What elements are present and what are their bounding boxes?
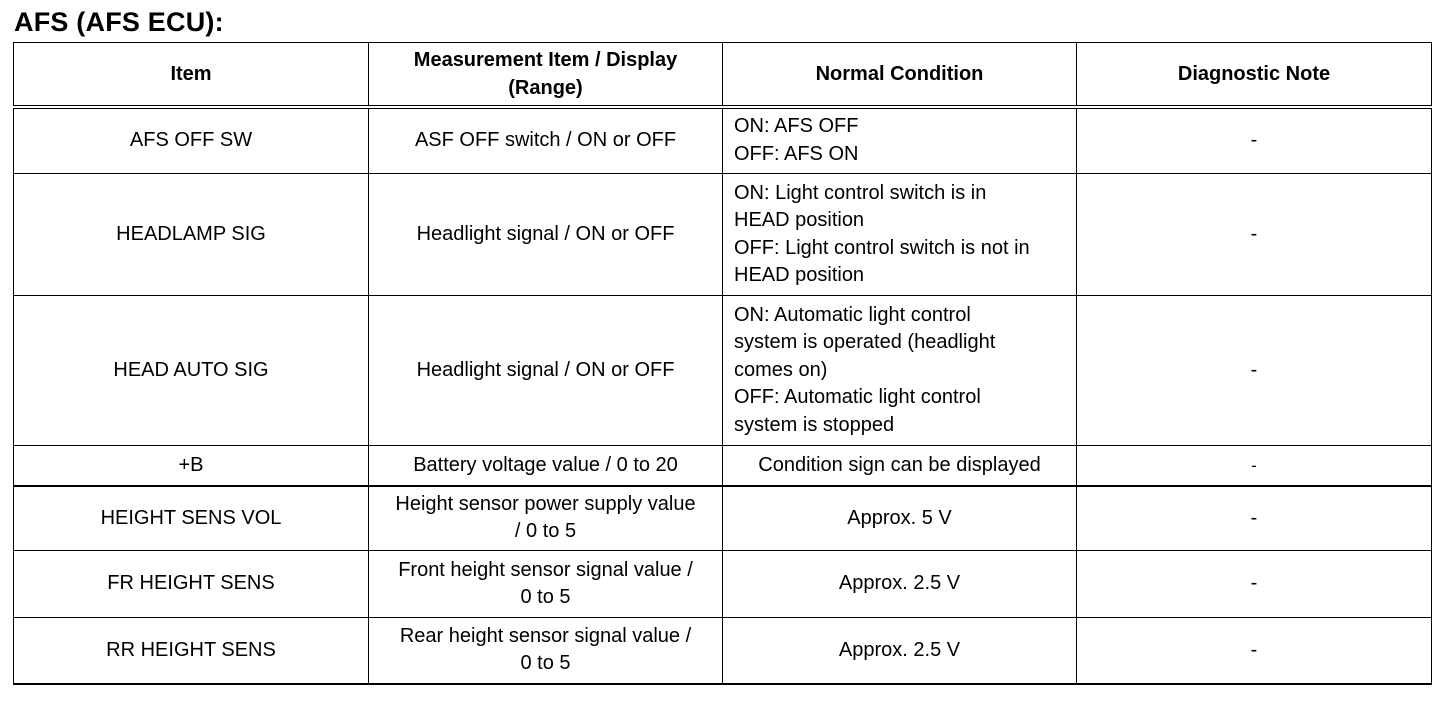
cell-item: +B <box>14 446 369 486</box>
cell-diagnostic-note <box>1077 551 1432 618</box>
table-row <box>14 486 1432 551</box>
cell-diagnostic-note <box>1077 618 1432 684</box>
cell-diagnostic-note <box>1077 446 1432 486</box>
diagnostic-note: - <box>1250 129 1258 151</box>
cell-normal-line: HEAD position <box>734 209 865 231</box>
diagnostic-note: - <box>1251 455 1257 475</box>
cell-normal-line: ON: Light control switch is in <box>734 181 987 204</box>
cell-normal-line: Approx. 2.5 V <box>838 638 961 661</box>
cell-item: AFS OFF SW <box>14 107 369 174</box>
cell-measurement <box>369 446 723 486</box>
cell-normal-line: Approx. 5 V <box>847 506 952 529</box>
page-title: AFS (AFS ECU): <box>14 7 224 37</box>
table-body <box>14 107 1432 684</box>
table-row <box>14 174 1432 296</box>
cell-item: HEAD AUTO SIG <box>14 296 369 446</box>
header-normal-condition: Normal Condition <box>723 43 1077 107</box>
header-item: Item <box>14 43 369 107</box>
header-measurement-range: (Range) <box>508 76 583 99</box>
cell-measurement-line: Rear height sensor signal value / <box>399 624 692 647</box>
cell-normal-line: OFF: AFS ON <box>734 142 859 165</box>
cell-normal-line: system is stopped <box>734 413 895 436</box>
data-table <box>13 42 1432 685</box>
cell-measurement-line: Headlight signal / ON or OFF <box>416 358 675 381</box>
cell-normal-line: comes on) <box>734 358 828 381</box>
cell-normal-condition <box>723 446 1077 486</box>
cell-measurement <box>369 618 723 684</box>
cell-normal-line: OFF: Automatic light control <box>734 386 981 409</box>
cell-item: HEADLAMP SIG <box>14 174 369 296</box>
cell-item: HEIGHT SENS VOL <box>14 486 369 551</box>
header-measurement <box>369 43 723 107</box>
header-row <box>14 43 1432 107</box>
cell-measurement-line: Front height sensor signal value / <box>398 558 693 581</box>
cell-measurement-line: / 0 to 5 <box>514 520 577 543</box>
table-row <box>14 551 1432 618</box>
cell-normal-condition <box>723 107 1077 174</box>
cell-measurement-line: 0 to 5 <box>520 586 571 608</box>
cell-normal-line: HEAD position <box>734 264 865 286</box>
cell-measurement-line: ASF OFF switch / ON or OFF <box>414 129 677 151</box>
table-row <box>14 296 1432 446</box>
diagnostic-note: - <box>1250 222 1258 245</box>
cell-normal-line: ON: AFS OFF <box>734 115 859 138</box>
cell-normal-condition <box>723 486 1077 551</box>
table-row <box>14 107 1432 174</box>
cell-measurement <box>369 486 723 551</box>
cell-diagnostic-note <box>1077 174 1432 296</box>
diagnostic-note: - <box>1250 358 1258 381</box>
cell-item: RR HEIGHT SENS <box>14 618 369 684</box>
cell-normal-line: Condition sign can be displayed <box>758 453 1041 476</box>
cell-measurement-line: 0 to 5 <box>520 652 571 675</box>
cell-measurement <box>369 107 723 174</box>
table-row <box>14 618 1432 684</box>
cell-measurement <box>369 551 723 618</box>
cell-measurement-line: Headlight signal / ON or OFF <box>416 222 675 245</box>
header-measurement-line: Measurement Item / Display <box>413 48 678 71</box>
table-row <box>14 446 1432 486</box>
cell-measurement <box>369 174 723 296</box>
diagnostic-note: - <box>1250 638 1258 661</box>
header-diagnostic-note: Diagnostic Note <box>1077 43 1432 107</box>
cell-diagnostic-note <box>1077 296 1432 446</box>
diagnostic-note: - <box>1250 572 1258 595</box>
cell-normal-condition <box>723 296 1077 446</box>
cell-normal-line: Approx. 2.5 V <box>838 572 961 595</box>
cell-measurement <box>369 296 723 446</box>
cell-measurement-line: Battery voltage value / 0 to 20 <box>413 453 678 476</box>
cell-item: FR HEIGHT SENS <box>14 551 369 618</box>
cell-measurement-line: Height sensor power supply value <box>395 492 696 515</box>
cell-diagnostic-note <box>1077 107 1432 174</box>
cell-normal-line: system is operated (headlight <box>734 331 996 354</box>
cell-normal-condition <box>723 618 1077 684</box>
cell-normal-condition <box>723 551 1077 618</box>
cell-normal-line: ON: Automatic light control <box>734 303 971 326</box>
table-header <box>14 43 1432 107</box>
cell-diagnostic-note <box>1077 486 1432 551</box>
cell-normal-condition <box>723 174 1077 296</box>
cell-normal-line: OFF: Light control switch is not in <box>734 236 1030 259</box>
diagnostic-note: - <box>1250 506 1258 529</box>
